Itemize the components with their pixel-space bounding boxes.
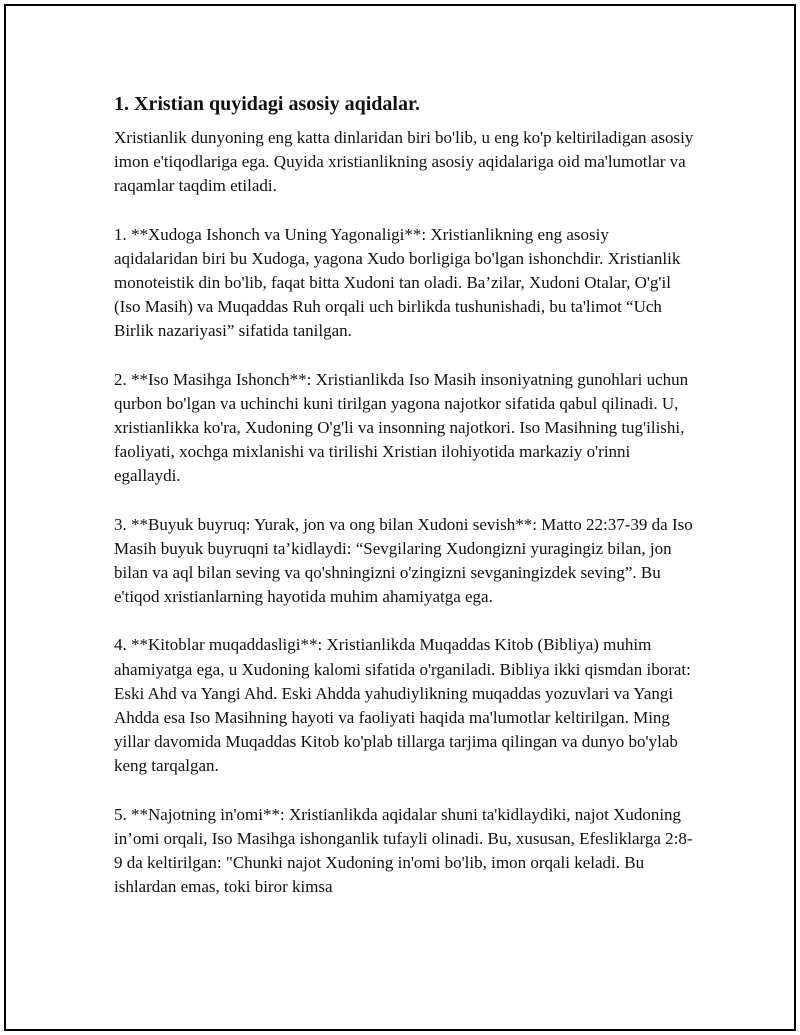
document-body <box>114 90 694 923</box>
paragraph-4: 4. **Kitoblar muqaddasligi**: Xristianlikda Muqaddas Kitob (Bibliya) muhim ahamiyatga ega, u Xudoning kalomi sifatida o'rganiladi. Bibliya ikki qismdan iborat: Eski Ahd va Yangi Ahd. Eski Ahdda yahudiylikning muqaddas yozuvlari va Yangi Ahdda esa Iso Masihning hayoti va faoliyati haqida ma'lumotlar keltirilgan. Ming yillar davomida Muqaddas Kitob ko'plab tillarga tarjima qilingan va dunyo bo'ylab keng tarqalgan. <box>114 635 691 776</box>
paragraph-1: 1. **Xudoga Ishonch va Uning Yagonaligi**: Xristianlikning eng asosiy aqidalaridan biri bu Xudoga, yagona Xudo borligiga bo'lgan ishonchdir. Xristianlik monoteistik din bo'lib, faqat bitta Xudoni tan oladi. Ba’zilar, Xudoni Otalar, O'g'il (Iso Masih) va Muqaddas Ruh orqali uch birlikda tushunishadi, bu ta'limot “Uch Birlik nazariyasi” sifatida tanilgan. <box>114 224 681 341</box>
document-title: 1. Xristian quyidagi asosiy aqidalar. <box>114 93 421 115</box>
paragraph-5: 5. **Najotning in'omi**: Xristianlikda aqidalar shuni ta'kidlaydiki, najot Xudoning in’omi orqali, Iso Masihga ishonganlik tufayli olinadi. Bu, xususan, Efesliklarga 2:8-9 da keltirilgan: "Chunki najot Xudoning in'omi bo'lib, imon orqali keladi. Bu ishlardan emas, toki biror kimsa <box>114 804 693 897</box>
paragraph-intro: Xristianlik dunyoning eng katta dinlaridan biri bo'lib, u eng ko'p keltiriladigan asosiy imon e'tiqodlariga ega. Quyida xristianlikning asosiy aqidalariga oid ma'lumotlar va raqamlar taqdim etiladi. <box>114 128 694 196</box>
paragraph-3: 3. **Buyuk buyruq: Yurak, jon va ong bilan Xudoni sevish**: Matto 22:37-39 da Iso Masih buyuk buyruqni ta’kidlaydi: “Sevgilaring Xudongizni yuragingiz bilan, jon bilan va aql bilan seving va qo'shningizni o'zingizni sevganingizdek seving”. Bu e'tiqod xristianlarning hayotida muhim ahamiyatga ega. <box>114 514 693 607</box>
paragraph-2: 2. **Iso Masihga Ishonch**: Xristianlikda Iso Masih insoniyatning gunohlari uchun qurbon bo'lgan va uchinchi kuni tirilgan yagona najotkor sifatida qabul qilinadi. U, xristianlikka ko'ra, Xudoning O'g'li va insonning najotkori. Iso Masihning tug'ilishi, faoliyati, xochga mixlanishi va tirilishi Xristian ilohiyotida markaziy o'rinni egallaydi. <box>114 369 689 486</box>
